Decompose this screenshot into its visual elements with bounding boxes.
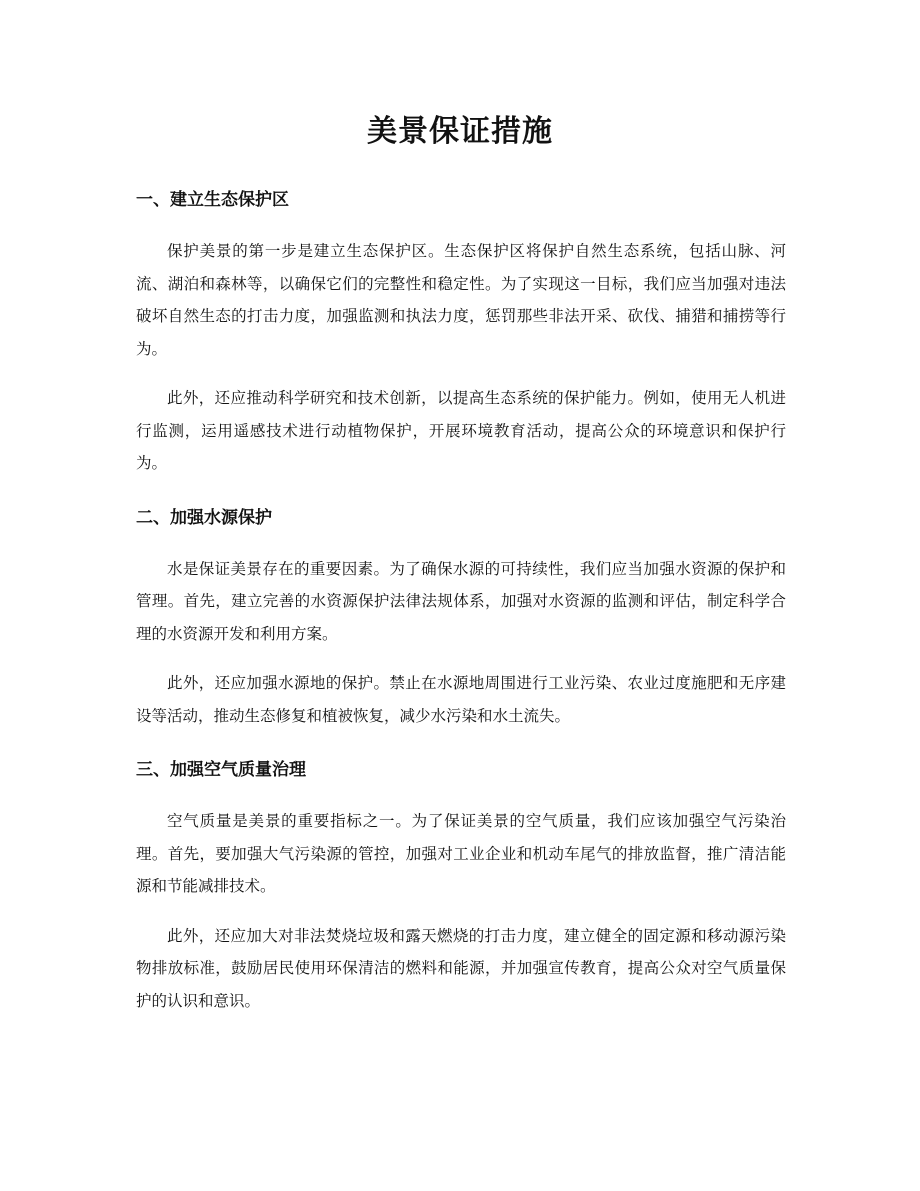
- section-paragraph: 水是保证美景存在的重要因素。为了确保水源的可持续性，我们应当加强水资源的保护和管理。首先，建立完善的水资源保护法律法规体系，加强对水资源的监测和评估，制定科学合理的水资源开发和利用方案。: [136, 559, 786, 643]
- section-paragraph: 此外，还应加强水源地的保护。禁止在水源地周围进行工业污染、农业过度施肥和无序建设等活动，推动生态修复和植被恢复，减少水污染和水土流失。: [136, 674, 786, 725]
- section-air-quality: [136, 750, 786, 1017]
- section-paragraph: 保护美景的第一步是建立生态保护区。生态保护区将保护自然生态系统，包括山脉、河流、湖泊和森林等，以确保它们的完整性和稳定性。为了实现这一目标，我们应当加强对违法破坏自然生态的打击力度，加强监测和执法力度，惩罚那些非法开采、砍伐、捕猎和捕捞等行为。: [136, 242, 786, 358]
- section-heading: 一、建立生态保护区: [136, 190, 289, 210]
- section-heading: 二、加强水源保护: [136, 507, 272, 528]
- section-paragraph: 空气质量是美景的重要指标之一。为了保证美景的空气质量，我们应该加强空气污染治理。首先，要加强大气污染源的管控，加强对工业企业和机动车尾气的排放监督，推广清洁能源和节能减排技术。: [136, 812, 786, 895]
- section-heading: 三、加强空气质量治理: [136, 760, 306, 780]
- document-body: [136, 180, 786, 1017]
- section-paragraph: 此外，还应加大对非法焚烧垃圾和露天燃烧的打击力度，建立健全的固定源和移动源污染物排放标准，鼓励居民使用环保清洁的燃料和能源，并加强宣传教育，提高公众对空气质量保护的认识和意识。: [136, 926, 786, 1010]
- section-water-protection: [136, 498, 786, 733]
- section-ecological-reserve: [136, 180, 786, 480]
- page-title: 美景保证措施: [367, 114, 553, 149]
- section-paragraph: 此外，还应推动科学研究和技术创新，以提高生态系统的保护能力。例如，使用无人机进行监测，运用遥感技术进行动植物保护，开展环境教育活动，提高公众的环境意识和保护行为。: [136, 389, 786, 472]
